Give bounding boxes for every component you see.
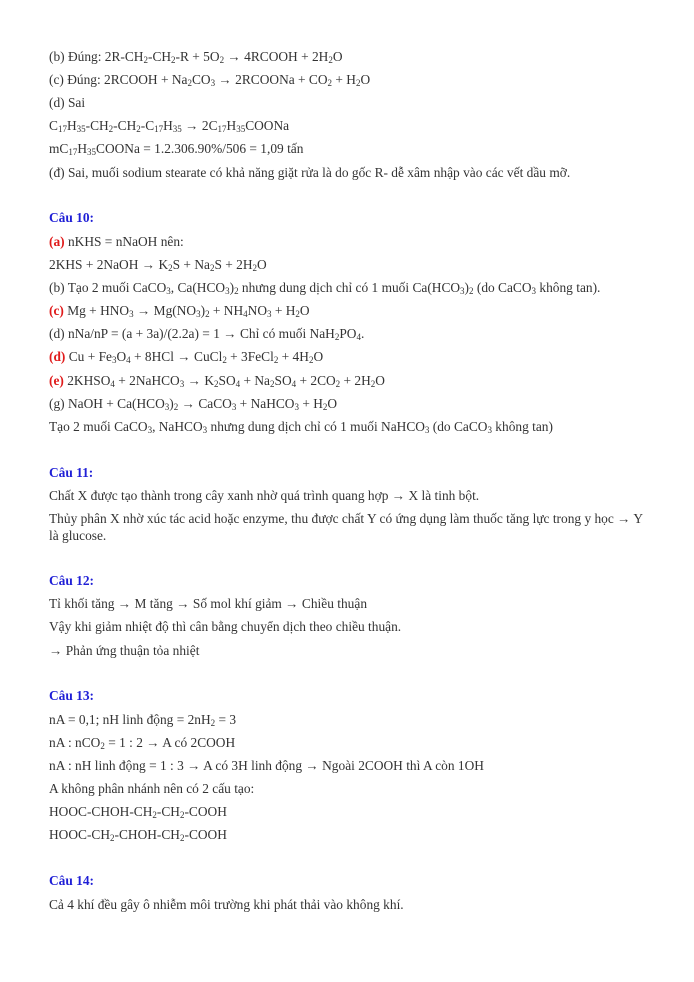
text-segment: nhưng dung dịch chỉ có 1 muối Ca(HCO [238,280,461,295]
text-segment: O [375,373,385,388]
text-segment: nKHS = nNaOH nên: [64,234,184,249]
text-segment: + H [332,72,356,87]
text-segment: . [360,326,365,341]
subscript: 2 [152,810,157,820]
text-segment: -CHOH-CH [114,827,180,842]
subscript: 3 [196,309,201,319]
subscript: 35 [172,124,182,134]
text-line [49,48,343,65]
text-segment: , Ca(HCO [170,280,226,295]
text-segment: SO [218,373,236,388]
text-segment: → Phản ứng thuận tỏa nhiệt [49,643,200,658]
subscript: 3 [267,309,272,319]
subscript: 2 [210,718,216,728]
text-segment: -CH [85,118,109,133]
subscript: 2 [171,55,176,65]
text-segment: Chất X được tạo thành trong cây xanh nhờ quá trình quang hợp → X là tinh bột. [49,488,480,503]
text-segment: -CH [113,118,137,133]
text-segment: -COOH [184,804,227,819]
subscript: 2 [209,263,215,273]
text-segment: → 4RCOOH + 2H [224,49,329,64]
subscript: 2 [136,124,141,134]
text-segment: A không phân nhánh nên có 2 cấu tạo: [49,781,255,796]
text-segment: không tan). [536,280,601,295]
text-segment: (b) Đúng: 2R-CH [49,49,144,64]
subscript: 2 [110,833,115,843]
text-segment: Tỉ khối tăng → M tăng → Số mol khí giảm → Chiều thuận [49,596,368,611]
subscript: 4 [291,379,297,389]
text-line [49,803,227,820]
text-segment: Cu + Fe [65,349,112,364]
text-segment: không tan) [491,419,553,434]
subscript: 2 [355,78,361,88]
text-line [49,325,364,342]
text-segment: O [116,349,127,364]
subscript: 2 [168,263,173,273]
subscript: 17 [217,124,227,134]
text-segment: ) [464,280,470,295]
subscript: 2 [327,78,333,88]
subscript: 3 [112,355,117,365]
subscript: 2 [222,355,227,365]
text-segment: nA : nCO [49,735,101,750]
subscript: 3 [164,402,170,412]
subscript: 3 [225,286,230,296]
text-segment: → 2RCOONa + CO [215,72,328,87]
text-segment: H [66,118,77,133]
text-line [49,372,385,389]
text-segment: → 2C [181,118,218,133]
text-segment: ) [200,303,206,318]
text-segment: Mg + HNO [63,303,130,318]
subscript: 3 [210,78,216,88]
text-segment: + H [271,303,296,318]
text-segment: (do CaCO [429,419,488,434]
text-segment: S + Na [172,257,210,272]
subscript: 2 [308,355,314,365]
text-segment: + 2H [340,373,371,388]
text-segment: + NH [209,303,244,318]
subscript: 2 [173,402,179,412]
text-segment: HOOC-CHOH-CH [49,804,153,819]
text-segment: -CH [156,804,180,819]
subscript: 4 [243,309,248,319]
text-segment: Vậy khi giảm nhiệt độ thì cân bằng chuyển dịch theo chiều thuận. [49,619,402,634]
subscript: 2 [100,741,105,751]
text-segment: NO [247,303,267,318]
text-segment: -CH [147,49,172,64]
question-heading: Câu 14: [49,873,95,888]
question-heading: Câu 10: [49,210,95,225]
text-segment: H [163,118,173,133]
text-line [49,618,401,635]
text-line [49,711,236,728]
text-segment: 2KHSO [63,373,111,388]
text-segment: H [226,118,237,133]
text-segment: Thủy phân X nhờ xúc tác acid hoặc enzyme, thu được chất Y có ứng dụng làm thuốc tăng lực trong y học → Y là glucose. [49,511,643,543]
text-segment: (d) Sai [49,95,86,110]
text-segment: O [332,49,343,64]
text-line [49,642,199,659]
text-segment: SO [274,373,292,388]
text-segment: O [299,303,310,318]
subscript: 3 [294,402,299,412]
text-segment: (c) Đúng: 2RCOOH + Na [49,72,188,87]
subscript: 2 [252,263,258,273]
subscript: 3 [202,425,208,435]
text-segment: C [49,118,58,133]
text-segment: ) [169,396,174,411]
subscript: 3 [166,286,171,296]
text-segment: + 4H [278,349,309,364]
question-heading: Câu 13: [49,688,95,703]
subscript: 3 [129,309,134,319]
text-line [49,418,553,435]
subscript: 2 [295,309,300,319]
text-segment: nA : nH linh động = 1 : 3 → A có 3H linh động → Ngoài 2COOH thì A còn 1OH [49,758,484,773]
text-segment: O [360,72,371,87]
text-segment: PO [339,326,357,341]
question-heading: Câu 12: [49,573,95,588]
text-line [49,510,649,544]
text-line [49,395,337,412]
text-segment: → Mg(NO [133,303,197,318]
text-line [49,757,484,774]
subscript: 3 [487,425,492,435]
text-segment: O [313,349,324,364]
subscript: 2 [187,78,192,88]
subscript: 2 [335,379,341,389]
subscript: 2 [205,309,210,319]
subscript: 3 [179,379,185,389]
text-segment: S + 2H [214,257,253,272]
subscript: 35 [76,124,86,134]
text-line [49,780,254,797]
text-segment: , NaHCO [152,419,203,434]
text-segment: + NaHCO [236,396,295,411]
text-line [49,94,85,111]
text-line [49,117,289,134]
subscript: 2 [143,55,148,65]
text-segment: O [257,257,267,272]
subscript: 2 [334,332,340,342]
text-segment: H [77,141,88,156]
text-segment: mC [49,141,69,156]
subscript: 2 [469,286,474,296]
subscript: 2 [328,55,333,65]
text-segment: = 1 : 2 → A có 2COOH [104,735,236,750]
text-segment: + Na [240,373,270,388]
text-line [49,279,600,296]
text-segment: Cả 4 khí đều gây ô nhiễm môi trường khi phát thải vào không khí. [49,897,404,912]
text-segment: HOOC-CH [49,827,111,842]
text-line [49,896,404,913]
subscript: 17 [154,124,164,134]
text-segment: ) [229,280,235,295]
subscript: 3 [231,402,237,412]
subscript: 2 [179,810,185,820]
subscript: 2 [219,55,225,65]
text-line [49,348,323,365]
text-line [49,233,184,250]
item-label: (e) [49,373,64,388]
text-segment: nhưng dung dịch chỉ có 1 muối NaHCO [207,419,425,434]
text-segment: CO [191,72,211,87]
text-segment: COONa = 1.2.306.90%/506 = 1,09 tấn [96,141,304,156]
text-segment: → CaCO [178,396,232,411]
text-line [49,734,235,751]
item-label: (d) [49,349,66,364]
question-heading: Câu 11: [49,465,94,480]
text-line [49,164,570,181]
text-line [49,487,479,504]
text-segment: + 2NaHCO [114,373,180,388]
text-segment: (do CaCO [473,280,532,295]
subscript: 2 [214,379,219,389]
text-line [49,140,303,157]
subscript: 4 [126,355,131,365]
subscript: 35 [87,147,97,157]
text-line [49,256,267,273]
text-segment: (g) NaOH + Ca(HCO [49,396,165,411]
text-segment: + 8HCl → CuCl [130,349,223,364]
text-line [49,826,227,843]
text-segment: nA = 0,1; nH linh động = 2nH [49,712,211,727]
subscript: 17 [57,124,67,134]
subscript: 3 [147,425,153,435]
subscript: 3 [424,425,430,435]
subscript: 17 [68,147,78,157]
item-label: (a) [49,234,65,249]
subscript: 3 [460,286,465,296]
subscript: 2 [370,379,376,389]
text-segment: (b) Tạo 2 muối CaCO [49,280,167,295]
text-segment: + 3FeCl [226,349,274,364]
subscript: 2 [273,355,279,365]
subscript: 35 [236,124,246,134]
text-segment: + 2CO [296,373,336,388]
subscript: 2 [322,402,328,412]
subscript: 2 [234,286,239,296]
subscript: 2 [270,379,275,389]
text-segment: (d) nNa/nP = (a + 3a)/(2.2a) = 1 → Chỉ có muối NaH [49,326,335,341]
text-line [49,595,367,612]
subscript: 4 [110,379,115,389]
text-segment: -C [140,118,155,133]
text-segment: (đ) Sai, muối sodium stearate có khả năng giặt rửa là do gốc R- dễ xâm nhập vào các vết dầu mỡ. [49,165,571,180]
subscript: 4 [235,379,241,389]
text-segment: COONa [245,118,290,133]
text-segment: + H [298,396,323,411]
text-segment: = 3 [215,712,237,727]
item-label: (c) [49,303,64,318]
text-segment: → K [184,373,214,388]
text-line [49,302,310,319]
subscript: 3 [531,286,537,296]
subscript: 2 [108,124,114,134]
text-segment: 2KHS + 2NaOH → K [49,257,169,272]
subscript: 2 [179,833,185,843]
text-segment: -COOH [184,827,227,842]
text-segment: O [327,396,338,411]
text-line [49,71,370,88]
subscript: 4 [356,332,361,342]
text-segment: Tạo 2 muối CaCO [49,419,148,434]
text-segment: -R + 5O [175,49,220,64]
